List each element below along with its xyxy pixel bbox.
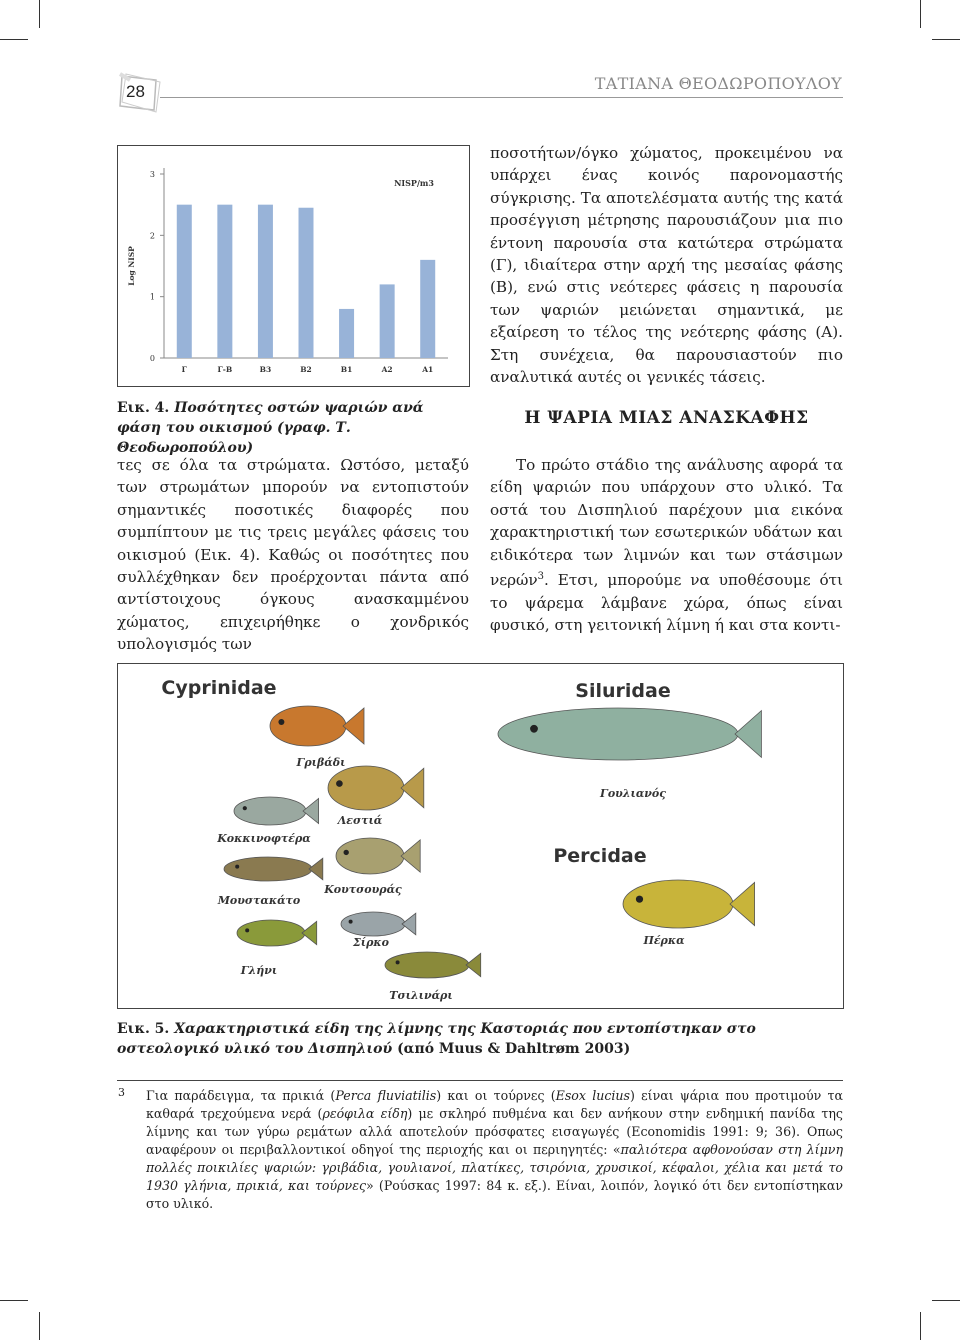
fish-name-label: Τσιλινάρι bbox=[389, 989, 453, 1002]
crop-mark bbox=[39, 0, 40, 28]
fish-name-label: Γουλιανός bbox=[600, 787, 666, 800]
fish-tail bbox=[343, 708, 364, 744]
fish-eye bbox=[245, 928, 249, 932]
y-tick-label: 3 bbox=[149, 170, 155, 179]
fish-eye bbox=[636, 896, 643, 903]
section-heading: Η ΨΑΡΙΑ ΜΙΑΣ ΑΝΑΣΚΑΦΗΣ bbox=[524, 408, 809, 428]
fn-text: ) με σκληρό πυθμένα και δεν ανήκουν στην ενδημική πανίδα της λίμνης και των γύρω ρεμάτων αλλά αποτελούν πρόσφατες εισαγωγές (Economidis 1991: 9; 36). Οπως αναφέρουν οι περιβαλλοντικοί οδηγοί της περιοχής και οι περιηγητές: « bbox=[146, 1106, 843, 1157]
fish-name-label: Πέρκα bbox=[643, 934, 685, 947]
fish-drawing bbox=[234, 797, 319, 825]
fish-eye bbox=[344, 850, 349, 855]
para2-part-a: Το πρώτο στάδιο της ανάλυσης αφορά τα είδη ψαριών που υπάρχουν στο υλικό. Τα οστά του Δισπηλιού παρέχουν μια εικόνα χαρακτηριστική των εσωτερικών υδάτων και ειδικότερα των λιμνών και των στάσιμων νερών bbox=[490, 456, 843, 590]
fish-drawing bbox=[623, 880, 755, 928]
right-paragraph-2 bbox=[490, 454, 843, 636]
fish-eye bbox=[235, 865, 239, 869]
family-label: Cyprinidae bbox=[161, 677, 277, 699]
bar bbox=[339, 309, 354, 358]
fish-body bbox=[270, 706, 346, 746]
y-tick-label: 0 bbox=[149, 354, 155, 363]
fish-tail bbox=[303, 798, 319, 823]
running-head: ΤΑΤΙΑΝΑ ΘΕΟΔΩΡΟΠΟΥΛΟΥ bbox=[594, 74, 842, 93]
fish-drawing bbox=[328, 766, 424, 810]
fish-eye bbox=[278, 719, 284, 725]
x-tick-label: Β1 bbox=[340, 365, 353, 374]
fn-italic: ρεόφιλα είδη bbox=[322, 1106, 408, 1121]
x-tick-label: Γ bbox=[181, 365, 187, 374]
fish-tail bbox=[735, 711, 761, 758]
right-column-text-1 bbox=[490, 142, 843, 388]
fish-drawing bbox=[270, 706, 364, 746]
right-column-text-2 bbox=[490, 454, 843, 636]
fish-body bbox=[234, 797, 306, 825]
fish-tail bbox=[466, 953, 481, 976]
family-label: Percidae bbox=[553, 845, 647, 867]
crop-mark bbox=[0, 1300, 28, 1301]
figure-5-label: Εικ. 5. bbox=[117, 1021, 170, 1037]
bar-chart bbox=[118, 146, 469, 386]
bar bbox=[420, 260, 435, 358]
fn-italic: Esox lucius bbox=[555, 1088, 630, 1103]
fish-tail bbox=[402, 913, 416, 935]
y-tick-label: 2 bbox=[149, 231, 155, 241]
fish-drawing bbox=[336, 838, 420, 874]
figure-4-caption-text: Ποσότητες οστών ψαριών ανά φάση του οικισμού (γραφ. Τ. Θεοδωροπούλου) bbox=[117, 400, 424, 456]
fn-text: » (Ρούσκας 1997: 84 κ. εξ.). Είναι, λοιπόν, λογικό ότι δεν εντοπίστηκαν στο υλικό. bbox=[146, 1178, 843, 1211]
family-label: Siluridae bbox=[575, 680, 671, 702]
fish-body bbox=[385, 952, 469, 978]
fish-name-label: Κουτσουράς bbox=[324, 883, 402, 896]
footnote-ref[interactable]: 3 bbox=[537, 571, 545, 583]
fish-tail bbox=[730, 882, 755, 925]
x-tick-label: Α2 bbox=[381, 365, 393, 374]
fish-drawing bbox=[237, 920, 317, 946]
right-paragraph-1: ποσοτήτων/όγκο χώματος, προκειμένου να υπάρχει ένας κοινός παρονομαστής σύγκρισης. Τα αποτελέσματα αυτής της κατά προσέγγιση μέτρησης παρουσιάζουν μια πιο έντονη παρουσία στα κατώτερα στρώματα (Γ), ιδιαίτερα στην αρχή της μεσαίας φάσης (Β), ενώ στις νεότερες φάσεις η παρουσία των ψαριών μειώνεται σημαντικά, με εξαίρεση το τέλος της νεότερης φάσης (Α). Στη συνέχεια, θα παρουσιαστούν πιο αναλυτικά αυτές οι γενικές τάσεις. bbox=[490, 144, 843, 387]
x-tick-label: Α1 bbox=[422, 365, 434, 374]
fish-eye bbox=[396, 960, 400, 964]
figure-5-caption-text: Χαρακτηριστικά είδη της λίμνης της Καστοριάς που εντοπίστηκαν στο οστεολογικό υλικό του Δισπηλιού bbox=[117, 1021, 756, 1057]
footnote-text bbox=[146, 1087, 843, 1213]
fish-body bbox=[328, 766, 404, 810]
fish-name-label: Μουστακάτο bbox=[217, 894, 301, 907]
bar bbox=[380, 284, 395, 358]
crop-mark bbox=[932, 39, 960, 40]
crop-mark bbox=[932, 1300, 960, 1301]
left-paragraph: τες σε όλα τα στρώματα. Ωστόσο, μεταξύ των στρωμάτων μπορούν να εντοπιστούν σημαντικές ποσοτικές διαφορές που συμπίπτουν με τις τρεις μεγάλες φάσεις του οικισμού (Εικ. 4). Καθώς οι ποσότητες που συλλέχθηκαν δεν προέρχονται πάντα από αντίστοιχους όγκους ανασκαμμένου χώματος, επιχειρήθηκε ο χονδρικός υπολογισμός των bbox=[117, 456, 469, 654]
fish-eye bbox=[336, 780, 343, 787]
figure-5-source: (από Muus & Dahltrøm 2003) bbox=[397, 1041, 631, 1057]
fish-tail bbox=[401, 768, 424, 808]
figure-5-frame bbox=[117, 663, 844, 1009]
fish-name-label: Κοκκινοφτέρα bbox=[217, 832, 311, 845]
bar bbox=[258, 205, 273, 358]
fish-tail bbox=[302, 921, 317, 944]
fish-name-label: Γλήνι bbox=[240, 964, 278, 977]
fish-drawing bbox=[224, 857, 323, 881]
x-tick-label: Γ-Β bbox=[217, 365, 233, 374]
footnote-rule bbox=[117, 1080, 843, 1081]
bar bbox=[299, 208, 314, 358]
bar bbox=[217, 205, 232, 358]
y-tick-label: 1 bbox=[149, 292, 155, 302]
fish-tail bbox=[309, 858, 323, 880]
fn-text: Για παράδειγμα, τα πρικιά ( bbox=[146, 1088, 336, 1103]
para2-part-b: . Ετσι, μπορούμε να υποθέσουμε ότι το ψάρεμα λάμβανε χώρα, όπως είναι φυσικό, στη γειτονική λίμνη ή και στα κοντι- bbox=[490, 571, 843, 634]
fn-italic: παλιότερα αφθονούσαν στη λίμνη πολλές ποικιλίες ψαριών: γριβάδια, γουλιανοί, πλατίκες, τσιρόνια, χρυσικοί, κέφαλοι, χέλια και μετά το 1930 γλήνια, πρικιά, και τούρνες bbox=[146, 1142, 843, 1193]
fn-text: ) και οι τούρνες ( bbox=[436, 1088, 556, 1103]
left-column-text bbox=[117, 454, 469, 656]
figure-4-caption bbox=[117, 398, 469, 458]
fish-tail bbox=[401, 840, 420, 872]
fish-name-label: Λεστιά bbox=[337, 814, 383, 827]
fish-name-label: Γριβάδι bbox=[296, 756, 346, 769]
fish-body bbox=[623, 880, 733, 928]
crop-mark bbox=[920, 0, 921, 28]
footnote-number: 3 bbox=[118, 1086, 125, 1099]
fish-eye bbox=[243, 806, 247, 810]
fish-drawing bbox=[341, 912, 416, 936]
header-rule bbox=[160, 97, 843, 98]
crop-mark bbox=[39, 1312, 40, 1340]
x-tick-label: Β2 bbox=[300, 365, 312, 374]
crop-mark bbox=[0, 39, 28, 40]
fish-drawing bbox=[498, 708, 761, 760]
fish-body bbox=[237, 920, 305, 946]
fish-body bbox=[336, 838, 404, 874]
fn-text: ) είναι ψάρια που προτιμούν τα καθαρά τρεχούμενα νερά ( bbox=[146, 1088, 844, 1121]
page-number: 28 bbox=[126, 82, 145, 101]
fish-body bbox=[498, 708, 738, 760]
fn-italic: Perca fluviatilis bbox=[335, 1088, 437, 1103]
bar bbox=[177, 205, 192, 358]
fish-name-label: Σίρκο bbox=[353, 936, 389, 949]
crop-mark bbox=[920, 1312, 921, 1340]
fish-eye bbox=[530, 725, 538, 733]
legend-label: NISP/m3 bbox=[394, 178, 434, 188]
y-axis-label: Log NISP bbox=[127, 246, 136, 286]
figure-5-caption bbox=[117, 1019, 843, 1059]
figure-4-chart-frame bbox=[117, 145, 470, 387]
fish-body bbox=[224, 857, 312, 881]
figure-4-label: Εικ. 4. bbox=[117, 400, 170, 416]
fish-body bbox=[341, 912, 405, 936]
fish-illustration bbox=[118, 664, 843, 1008]
fish-eye bbox=[349, 920, 353, 924]
x-tick-label: Β3 bbox=[259, 365, 272, 374]
fish-drawing bbox=[385, 952, 481, 978]
